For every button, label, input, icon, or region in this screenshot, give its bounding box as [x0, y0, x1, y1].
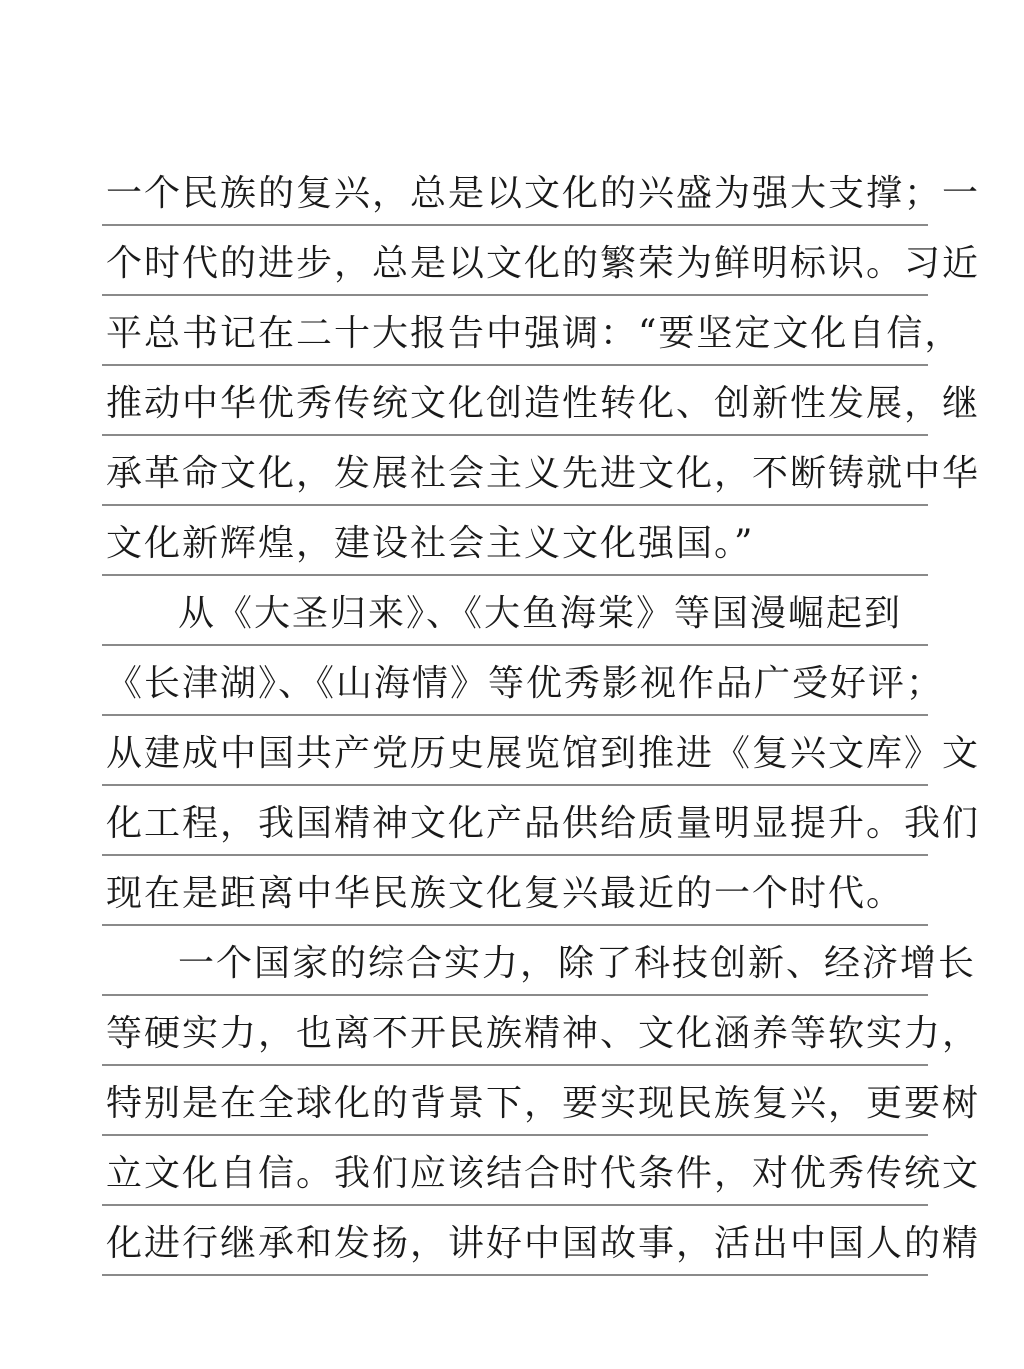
ruled-line	[102, 646, 945, 716]
line-text: 化进行继承和发扬，讲好中国故事，活出中国人的精	[106, 1223, 981, 1264]
ruled-line	[102, 226, 981, 296]
paragraph-start-text: 从《大圣归来》、《大鱼海棠》等国漫崛起到	[178, 593, 903, 634]
line-text: 立文化自信。我们应该结合时代条件，对优秀传统文	[106, 1153, 981, 1194]
ruled-line	[102, 576, 928, 646]
ruled-line	[102, 1206, 981, 1276]
line-text: 一个民族的复兴，总是以文化的兴盛为强大支撑；一	[106, 173, 981, 214]
ruled-line	[102, 506, 928, 576]
ruled-line	[102, 926, 977, 996]
line-text: 《长津湖》、《山海情》等优秀影视作品广受好评；	[106, 663, 945, 704]
ruled-line	[102, 786, 981, 856]
paragraph-start-text: 一个国家的综合实力，除了科技创新、经济增长	[178, 943, 977, 984]
ruled-line	[102, 1136, 981, 1206]
ruled-line	[102, 716, 981, 786]
line-text: 个时代的进步，总是以文化的繁荣为鲜明标识。习近	[106, 243, 981, 284]
ruled-line	[102, 436, 981, 506]
ruled-line	[102, 1066, 981, 1136]
line-text: 承革命文化，发展社会主义先进文化，不断铸就中华	[106, 453, 981, 494]
line-text: 等硬实力，也离不开民族精神、文化涵养等软实力，	[106, 1013, 981, 1054]
ruled-line	[102, 996, 981, 1066]
ruled-line	[102, 366, 981, 436]
ruled-line	[102, 156, 981, 226]
line-text: 推动中华优秀传统文化创造性转化、创新性发展，继	[106, 383, 981, 424]
line-text: 化工程，我国精神文化产品供给质量明显提升。我们	[106, 803, 981, 844]
line-text: 平总书记在二十大报告中强调：“要坚定文化自信，	[106, 313, 963, 354]
line-text: 文化新辉煌，建设社会主义文化强国。”	[106, 523, 755, 564]
line-text: 特别是在全球化的背景下，要实现民族复兴，更要树	[106, 1083, 981, 1124]
ruled-line	[102, 856, 928, 926]
ruled-lines	[102, 156, 981, 1276]
line-text: 从建成中国共产党历史展览馆到推进《复兴文库》文	[106, 733, 981, 774]
ruled-line	[102, 296, 963, 366]
line-text: 现在是距离中华民族文化复兴最近的一个时代。	[106, 873, 905, 914]
